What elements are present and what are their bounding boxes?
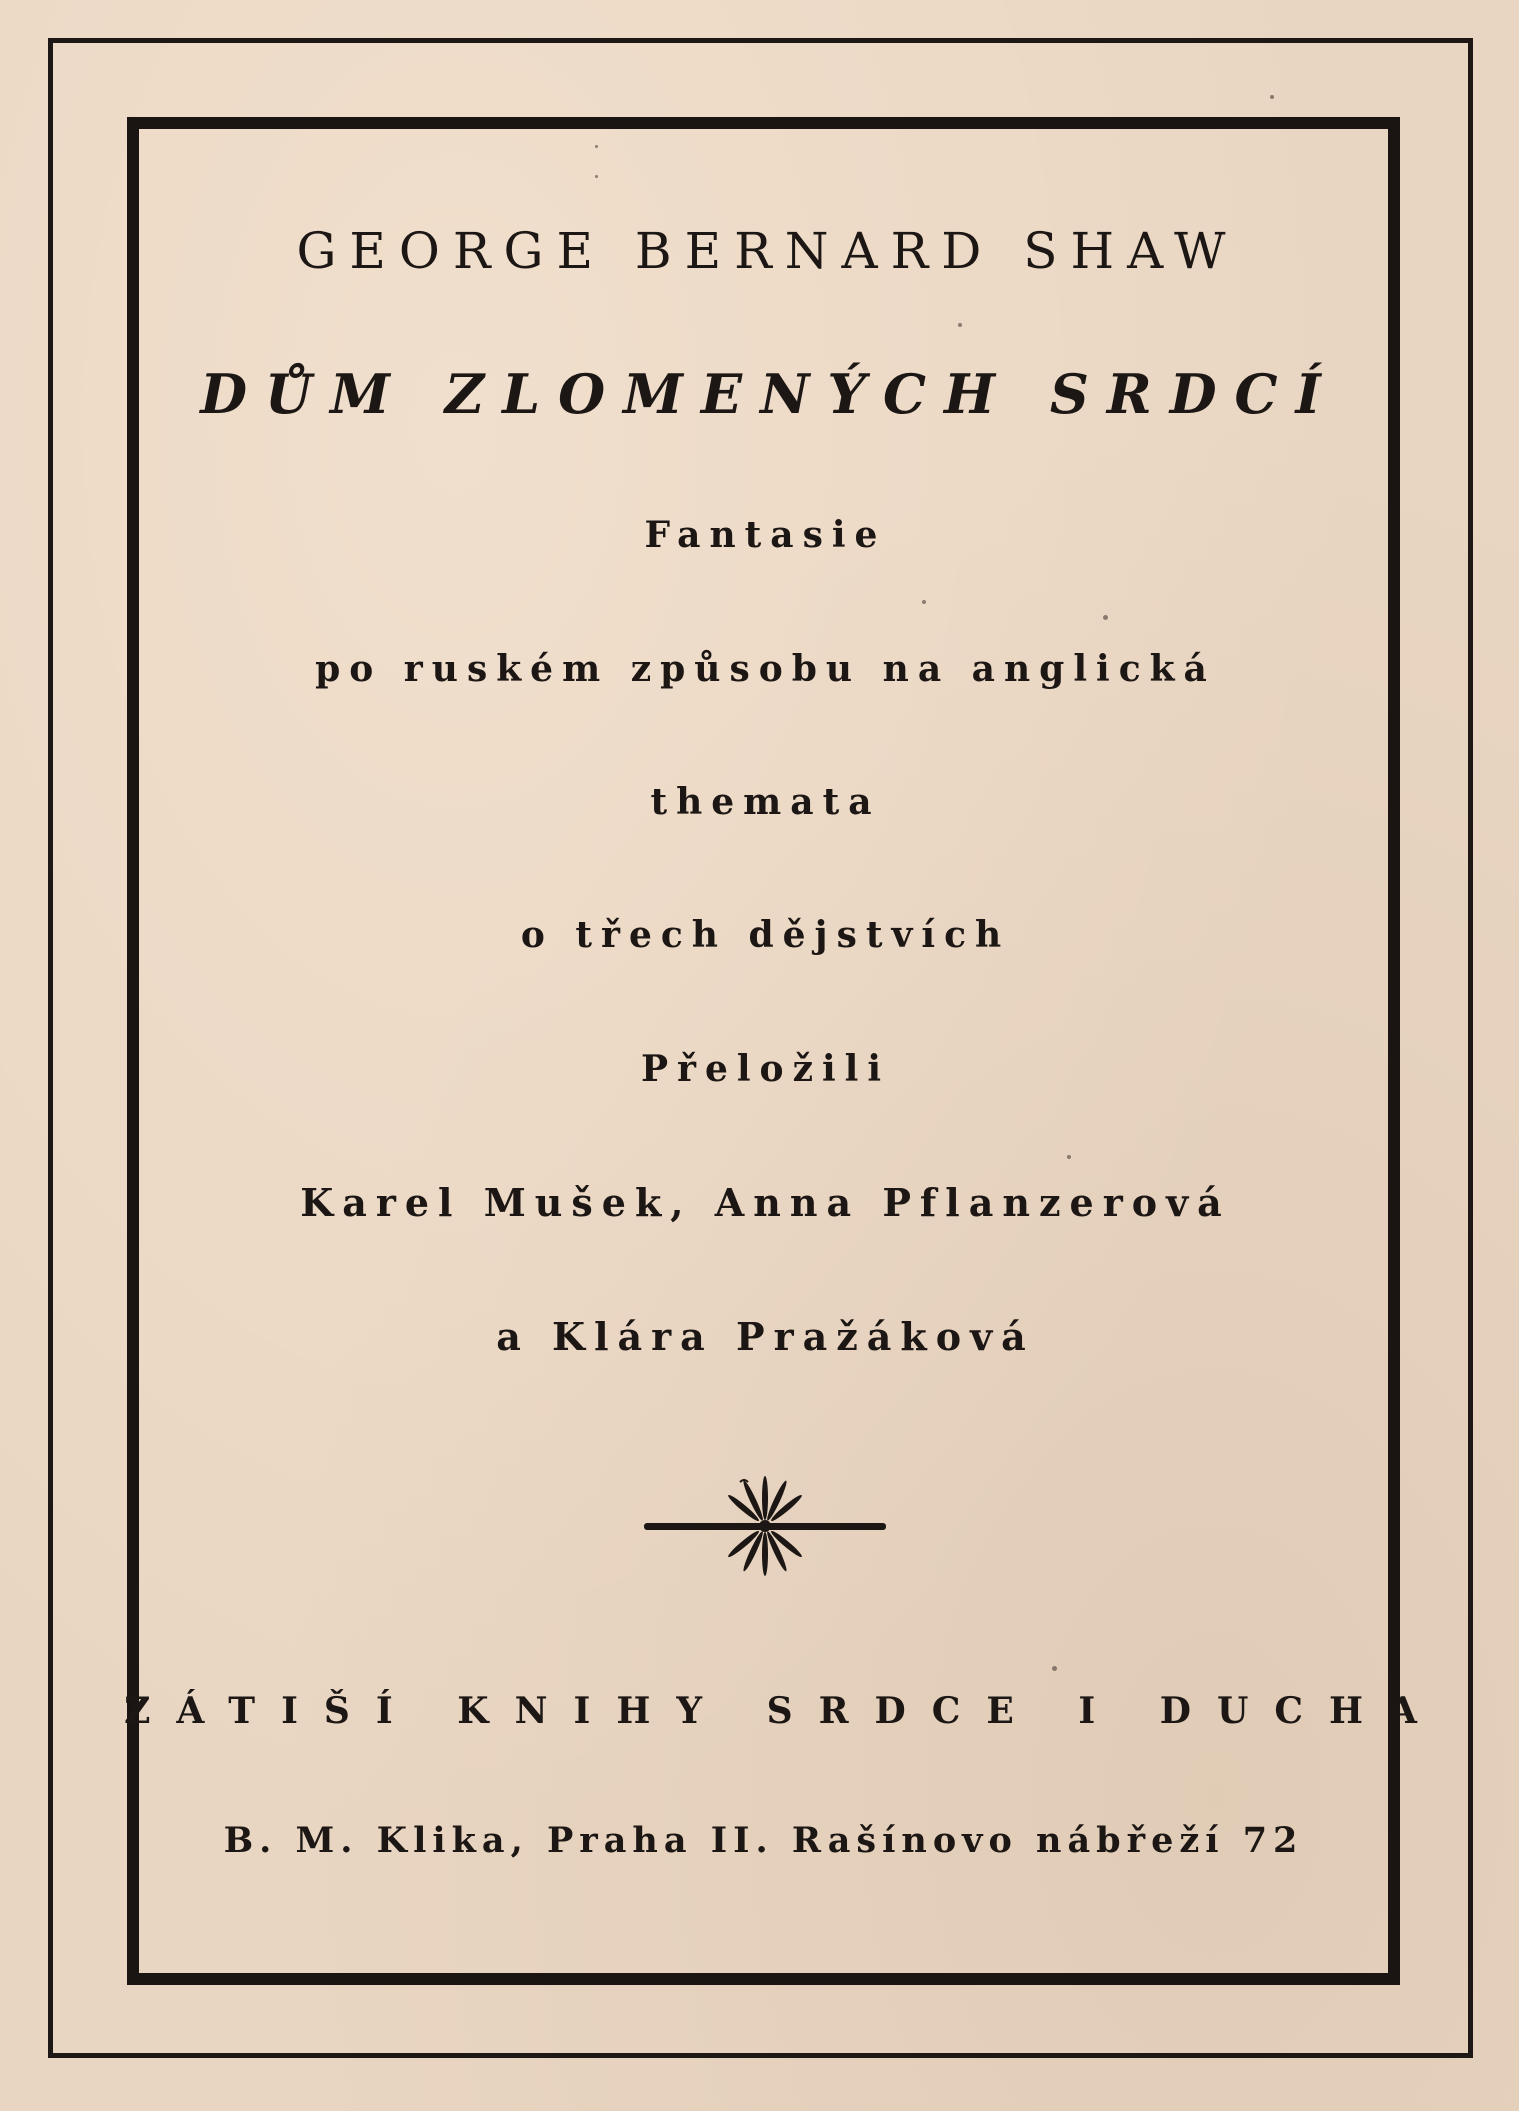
translators-line-1: Karel Mušek, Anna Pflanzerová xyxy=(300,1180,1231,1225)
book-title: DŮM ZLOMENÝCH SRDCÍ xyxy=(200,362,1339,426)
paper-speck xyxy=(595,175,598,178)
paper-speck xyxy=(1103,615,1108,620)
paper-speck xyxy=(922,600,926,604)
subtitle-line-3: themata xyxy=(650,781,881,823)
paper-speck xyxy=(1270,95,1274,99)
author-name: GEORGE BERNARD SHAW xyxy=(296,222,1239,280)
paper-speck xyxy=(1052,1666,1057,1671)
paper-speck xyxy=(1067,1155,1071,1159)
subtitle-line-4: o třech dějstvích xyxy=(520,914,1011,956)
subtitle-line-1: Fantasie xyxy=(644,514,887,556)
publisher-address: B. M. Klika, Praha II. Rašínovo nábřeží 72 xyxy=(223,1820,1304,1861)
paper-speck xyxy=(595,145,598,148)
translated-label: Přeložili xyxy=(640,1048,891,1090)
subtitle-line-2: po ruském způsobu na anglická xyxy=(315,648,1216,690)
translators-line-2: a Klára Pražáková xyxy=(496,1314,1035,1359)
publisher-series: ZÁTIŠÍ KNIHY SRDCE I DUCHA xyxy=(124,1690,1443,1732)
starburst-ornament-icon xyxy=(640,1468,890,1588)
paper-speck xyxy=(958,323,962,327)
